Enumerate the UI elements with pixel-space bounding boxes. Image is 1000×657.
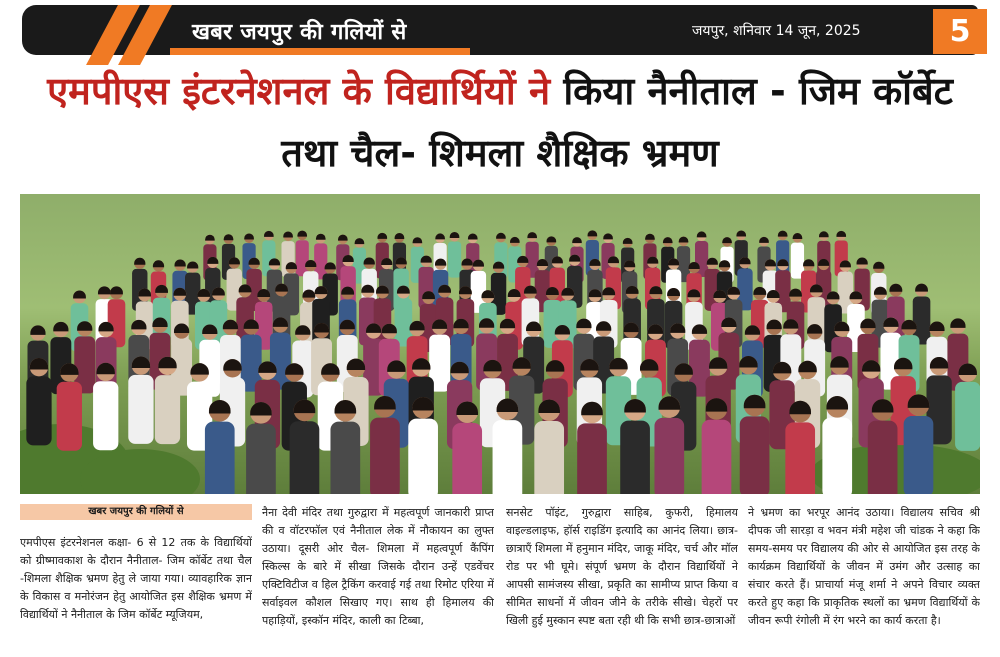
dateline: जयपुर, शनिवार 14 जून, 2025 <box>692 23 861 39</box>
article-column-4 <box>748 504 980 654</box>
article-text-1: एमपीएस इंटरनेशनल कक्षा- 6 से 12 तक के विद्यार्थियों को ग्रीष्मावकाश के दौरान नैनीताल- जिम कॉर्बेट तथा चैल -शिमला शैक्षिक भ्रमण हेतु ले जाया गया। व्यावहारिक ज्ञान के विकास व मनोरंजन हेतु आयोजित इस शैक्षिक भ्रमण में विद्यार्थियों ने नैनीताल के जिम कॉर्बेट म्यूजियम, <box>20 536 252 621</box>
article-column-1 <box>20 504 252 654</box>
section-title: खबर जयपुर की गलियों से <box>192 20 407 45</box>
byline: खबर जयपुर की गलियों से <box>20 504 252 520</box>
group-photo <box>20 194 980 494</box>
group-photo-icon <box>20 194 980 494</box>
page-number: 5 <box>933 9 987 54</box>
article-text-2: नैना देवी मंदिर तथा गुरुद्वारा में महत्वपूर्ण जानकारी प्राप्त की व वॉटरफॉल एवं नैनीताल लेक में नौकायन का लुफ्त उठाया। दूसरी ओर चैल- शिमला में महत्वपूर्ण कैंपिंग स्किल्स के बारे में सीखा जिसके दौरान उन्हें एडवेंचर एक्टिविटीज व हिल ट्रैकिंग करवाई गई तथा रिमोट एरिया में सर्वाइवल कौशल सिखाए गए। साथ ही हिमालय की पहाड़ियों, इस्कॉन मंदिर, काली का टिब्बा, <box>262 506 494 627</box>
article-text-3: सनसेट पॉइंट, गुरुद्वारा साहिब, कुफरी, हिमालय वाइल्डलाइफ, हॉर्स राइडिंग इत्यादि का आनंद लिया। छात्र-छात्राएँ शिमला में हनुमान मंदिर, जाकू मंदिर, चर्च और मॉल रोड पर भी घूमे। संपूर्ण भ्रमण के दौरान विद्यार्थियों ने आपसी सामंजस्य सीखा, प्रकृति का सामीप्य प्राप्त किया व सीमित साधनों में जीवन जीने के तरीके सीखे। चेहरों पर खिली हुई मुस्कान स्पष्ट बता रही थी कि सभी छात्र-छात्राओं <box>506 506 738 627</box>
article-column-2 <box>262 504 494 654</box>
headline <box>20 60 980 184</box>
headline-part-black: किया नैनीताल - जिम कॉर्बेट तथा चैल- शिमला शैक्षिक भ्रमण <box>281 69 953 175</box>
section-title-underline <box>170 48 470 55</box>
article-column-3 <box>506 504 738 654</box>
headline-part-red: एमपीएस इंटरनेशनल के विद्यार्थियों ने <box>47 69 551 113</box>
article-text-4: ने भ्रमण का भरपूर आनंद उठाया। विद्यालय सचिव श्री दीपक जी सारड़ा व भवन मंत्री महेश जी चांडक ने कहा कि समय-समय पर विद्यालय की ओर से आयोजित इस तरह के कार्यक्रम विद्यार्थियों के जीवन में उमंग और उत्साह का संचार करते हैं। प्राचार्या मंजू शर्मा ने अपने विचार व्यक्त करते हुए कहा कि प्राकृतिक स्थलों का भ्रमण विद्यार्थियों के जीवन रूपी रंगोली में रंग भरने का कार्य करता है। <box>748 506 980 627</box>
masthead-bar <box>22 5 978 55</box>
